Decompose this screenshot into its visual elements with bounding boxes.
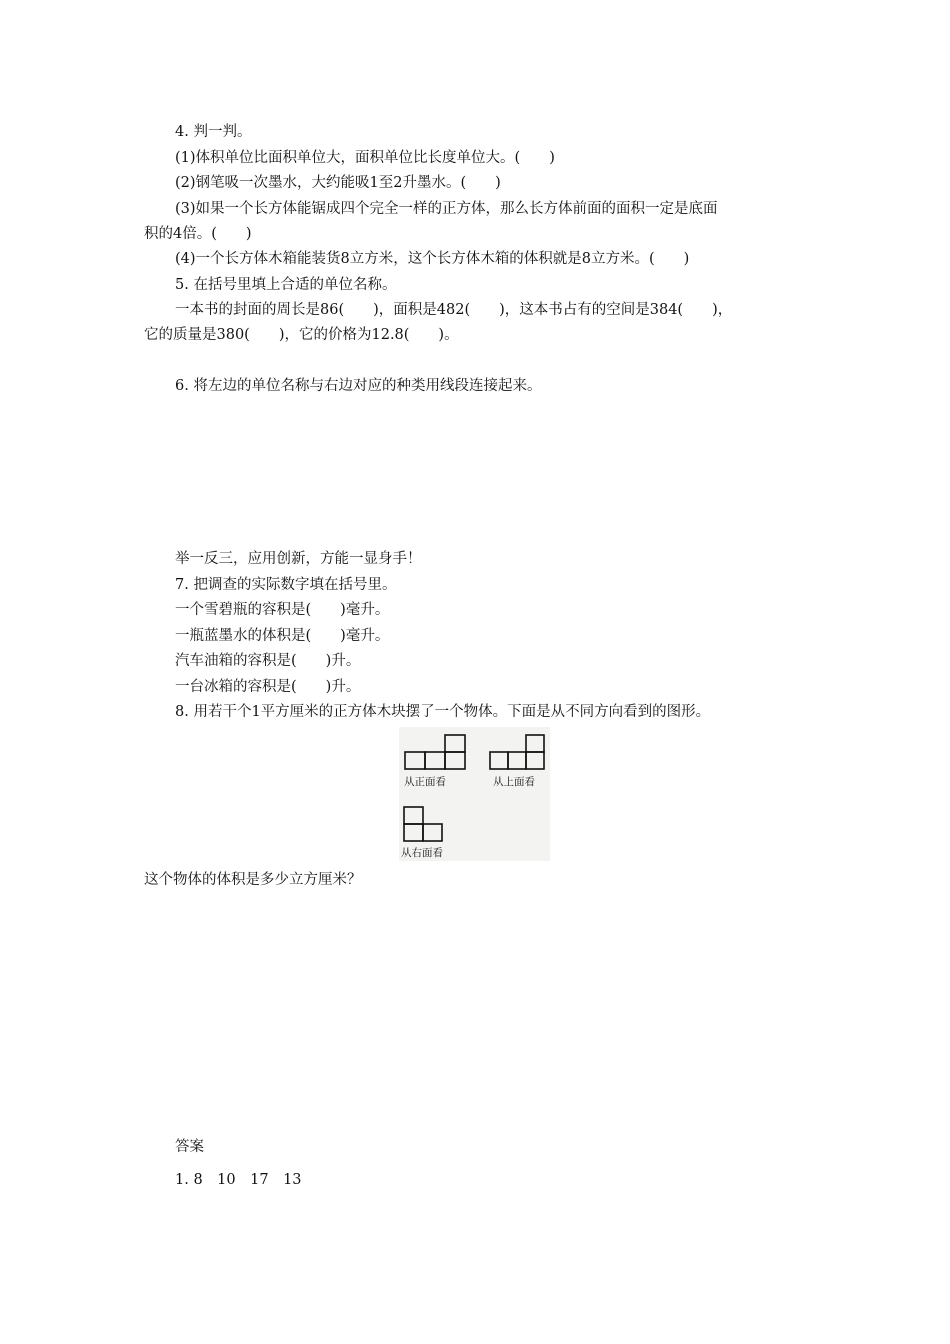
q8-question: 这个物体的体积是多少立方厘米？ [144,872,362,888]
q8-title: 8. 用若干个1平方厘米的正方体木块摆了一个物体。下面是从不同方向看到的图形。 [175,704,711,720]
three-view-figure [399,727,550,861]
answers-line-1: 1. 8 10 17 13 [175,1172,302,1188]
q4-title: 4. 判一判。 [175,124,252,140]
front-view-label: 从正面看 [404,776,446,788]
q5-line-2: 它的质量是380( )，它的价格为12.8( )。 [144,327,459,343]
q7-item-2: 一瓶蓝墨水的体积是( )毫升。 [175,628,390,644]
q4-item-3-cont: 积的4倍。( ) [144,226,252,242]
q4-item-2: (2)钢笔吸一次墨水，大约能吸1至2升墨水。( ) [175,175,501,191]
top-view-grid [490,735,544,769]
q7-item-1: 一个雪碧瓶的容积是( )毫升。 [175,602,390,618]
answers-heading: 答案 [175,1139,204,1155]
three-view-drawing [399,727,550,861]
q4-item-4: (4)一个长方体木箱能装货8立方米，这个长方体木箱的体积就是8立方米。( ) [175,251,690,267]
q5-title: 5. 在括号里填上合适的单位名称。 [175,277,397,293]
q7-item-4: 一台冰箱的容积是( )升。 [175,679,361,695]
q4-item-3: (3)如果一个长方体能锯成四个完全一样的正方体，那么长方体前面的面积一定是底面 [175,201,718,217]
q7-title: 7. 把调查的实际数字填在括号里。 [175,577,397,593]
q7-item-3: 汽车油箱的容积是( )升。 [175,653,361,669]
front-view-grid [405,735,465,769]
top-view-label: 从上面看 [493,776,535,788]
section-slogan: 举一反三，应用创新，方能一显身手！ [175,551,422,567]
q5-line-1: 一本书的封面的周长是86( )，面积是482( )，这本书占有的空间是384( )， [175,302,733,318]
q4-item-1: (1)体积单位比面积单位大，面积单位比长度单位大。( ) [175,150,555,166]
right-view-label: 从右面看 [401,847,443,859]
q6-title: 6. 将左边的单位名称与右边对应的种类用线段连接起来。 [175,378,542,394]
right-view-grid [404,807,442,841]
